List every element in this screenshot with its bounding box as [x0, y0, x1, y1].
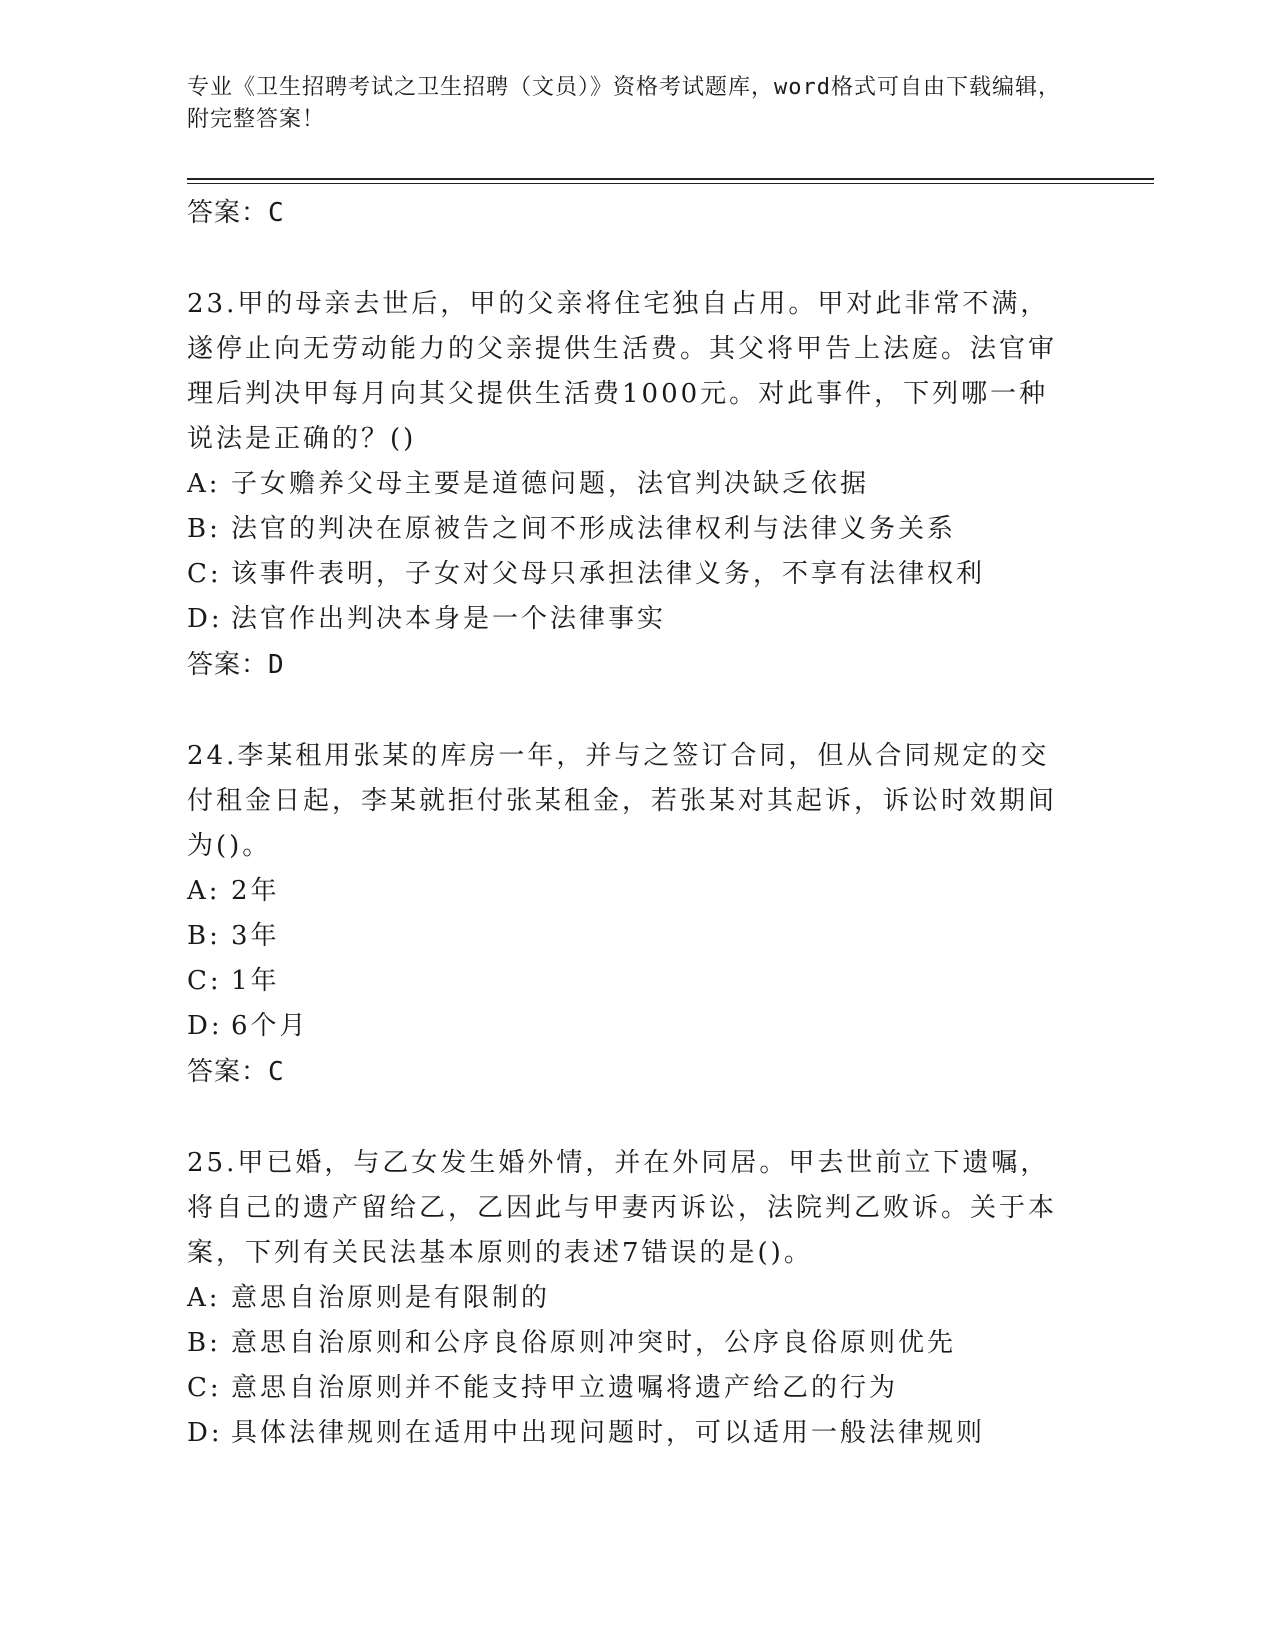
option-letter: A: — [187, 876, 221, 906]
option-text: 法官作出判决本身是一个法律事实 — [231, 604, 667, 634]
header-divider-thick — [187, 178, 1154, 180]
header-note: 专业《卫生招聘考试之卫生招聘（文员）》资格考试题库，word格式可自由下载编辑，附完整答案！ — [187, 75, 1061, 132]
question-stem: 24.李某租用张某的库房一年，并与之签订合同，但从合同规定的交付租金日起，李某就拒付张某租金，若张某对其起诉，诉讼时效期间为()。 — [187, 741, 1058, 861]
option-a — [187, 869, 1087, 914]
option-b — [187, 914, 1087, 959]
option-d — [187, 1411, 1087, 1456]
spacer — [187, 688, 1087, 734]
option-letter: D: — [187, 1418, 223, 1448]
option-d — [187, 597, 1087, 642]
header-divider-thin — [187, 183, 1154, 184]
option-text: 该事件表明，子女对父母只承担法律义务，不享有法律权利 — [231, 559, 986, 589]
option-letter: C: — [187, 1373, 222, 1403]
option-d — [187, 1004, 1087, 1049]
option-letter: A: — [187, 469, 221, 499]
option-text: 3年 — [231, 921, 280, 951]
option-text: 意思自治原则和公序良俗原则冲突时，公序良俗原则优先 — [231, 1328, 957, 1358]
option-c — [187, 552, 1087, 597]
option-text: 具体法律规则在适用中出现问题时，可以适用一般法律规则 — [231, 1418, 986, 1448]
option-b — [187, 1321, 1087, 1366]
option-text: 2年 — [231, 876, 280, 906]
option-text: 子女赡养父母主要是道德问题，法官判决缺乏依据 — [231, 469, 870, 499]
answer-line: 答案：C — [187, 198, 285, 228]
option-text: 6个月 — [231, 1011, 309, 1041]
spacer — [187, 236, 1087, 282]
option-letter: B: — [187, 514, 221, 544]
option-text: 1年 — [231, 966, 280, 996]
option-letter: D: — [187, 1011, 223, 1041]
answer-line: 答案：C — [187, 1057, 285, 1087]
spacer — [187, 1095, 1087, 1141]
option-text: 意思自治原则是有限制的 — [231, 1283, 551, 1313]
option-letter: C: — [187, 559, 222, 589]
option-letter: D: — [187, 604, 223, 634]
option-c — [187, 1366, 1087, 1411]
option-letter: C: — [187, 966, 222, 996]
option-text: 法官的判决在原被告之间不形成法律权利与法律义务关系 — [231, 514, 957, 544]
answer-line: 答案：D — [187, 650, 285, 680]
option-b — [187, 507, 1087, 552]
option-c — [187, 959, 1087, 1004]
option-text: 意思自治原则并不能支持甲立遗嘱将遗产给乙的行为 — [231, 1373, 899, 1403]
question-list — [187, 190, 1087, 1456]
question-stem: 23.甲的母亲去世后，甲的父亲将住宅独自占用。甲对此非常不满，遂停止向无劳动能力的父亲提供生活费。其父将甲告上法庭。法官审理后判决甲每月向其父提供生活费1000元。对此事件，下列哪一种说法是正确的？() — [187, 289, 1058, 454]
option-a — [187, 1276, 1087, 1321]
option-letter: B: — [187, 921, 221, 951]
option-a — [187, 462, 1087, 507]
question-stem: 25.甲已婚，与乙女发生婚外情，并在外同居。甲去世前立下遗嘱，将自己的遗产留给乙，乙因此与甲妻丙诉讼，法院判乙败诉。关于本案，下列有关民法基本原则的表述7错误的是()。 — [187, 1148, 1058, 1268]
option-letter: A: — [187, 1283, 221, 1313]
option-letter: B: — [187, 1328, 221, 1358]
